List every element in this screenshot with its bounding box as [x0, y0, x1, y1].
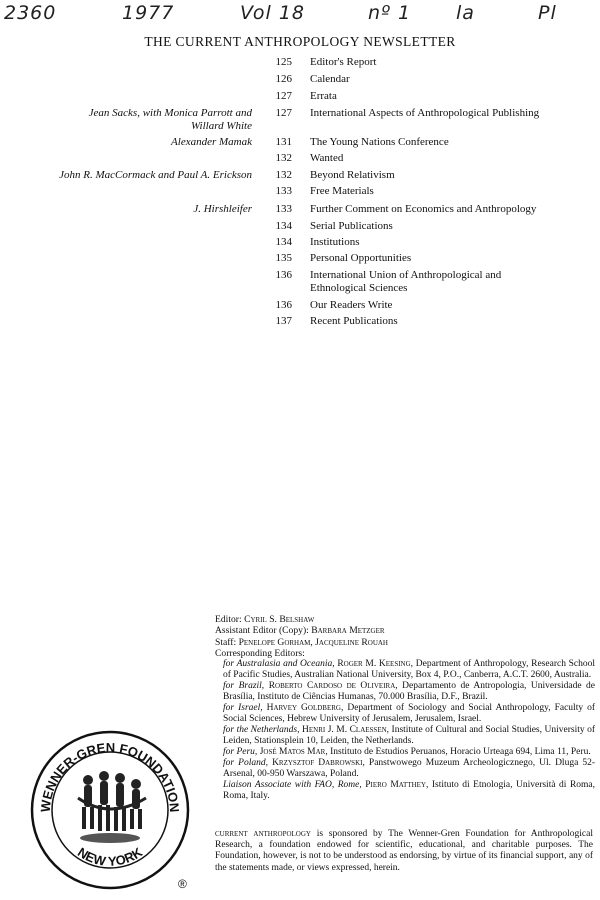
- staff-names: Penelope Gorham, Jacqueline Rouah: [238, 636, 388, 648]
- contents-item: Personal Opportunities: [310, 252, 412, 264]
- assistant-editor-line: [215, 625, 595, 636]
- handwritten-volume: Vol 18: [240, 2, 306, 24]
- region: for Israel,: [223, 703, 263, 714]
- contents-item: Further Comment on Economics and Anthropology: [310, 203, 537, 215]
- corresponding-editor-entry: [223, 758, 595, 780]
- contents-item: International Aspects of Anthropological Publishing: [310, 107, 540, 119]
- handwritten-pl: Pl: [538, 2, 557, 24]
- region: for Brazil,: [223, 681, 265, 692]
- contents-item: Free Materials: [310, 185, 374, 197]
- handwritten-la: la: [456, 2, 475, 24]
- page-number: 127: [275, 107, 292, 119]
- assistant-editor-name: Barbara Metzger: [311, 625, 385, 637]
- editor-name: Henri J. M. Claessen,: [302, 725, 390, 736]
- page-number: 135: [275, 252, 292, 264]
- staff-line: [215, 637, 595, 648]
- logo-top-text: WENNER-GREN FOUNDATION: [37, 739, 183, 813]
- editor-name: Roger M. Keesing,: [337, 659, 414, 670]
- address: Instituto de Estudios Peruanos, Horacio Urteaga 694, Lima 11, Peru.: [330, 747, 591, 758]
- contents-author: Jean Sacks, with Monica Parrott and: [88, 107, 252, 119]
- editor-name: Krzysztof Dabrowski,: [272, 758, 365, 769]
- address: Department of Sociology and Social Anthropology, Faculty of Social Sciences, Hebrew University of Jerusalem, Jerusalem, Israel.: [223, 703, 596, 725]
- page-number: 136: [275, 299, 292, 311]
- editor-name: Roberto Cardoso de Oliveira,: [268, 681, 398, 692]
- handwritten-number: nº 1: [368, 2, 412, 24]
- contents-item: Errata: [310, 90, 337, 102]
- editor-name: Cyril S. Belshaw: [244, 614, 315, 625]
- logo-bottom-text: NEW YORK: [75, 844, 145, 869]
- contents-item: Calendar: [310, 73, 350, 85]
- page-number: 134: [275, 220, 292, 232]
- corresponding-editor-entry: [223, 659, 595, 681]
- contents-item: Institutions: [310, 236, 360, 248]
- page-title: THE CURRENT ANTHROPOLOGY NEWSLETTER: [144, 34, 456, 49]
- contents-item: Beyond Relativism: [310, 169, 395, 181]
- corresponding-editor-entry: [223, 780, 595, 802]
- corresponding-editor-entry: [223, 703, 595, 725]
- address: Departamento de Antropologia, Universidade de Brasília, Instituto de Ciências Humanas, 70.000 Brasília, D.F., Brazil.: [223, 681, 596, 703]
- sponsor-lead: current anthropology: [215, 829, 311, 839]
- wenner-gren-foundation-logo: [28, 728, 193, 893]
- address: Institute of Cultural and Social Studies, University of Leiden, Stationsplein 10, Leiden, the Netherlands.: [223, 725, 596, 747]
- page-number: 126: [275, 73, 292, 85]
- handwritten-year: 1977: [122, 2, 175, 24]
- contents-item: Our Readers Write: [310, 299, 393, 311]
- editor-name: Piero Matthey,: [365, 780, 429, 791]
- contents-author: John R. MacCormack and Paul A. Erickson: [59, 169, 252, 181]
- region: for the Netherlands,: [223, 725, 300, 736]
- page-number: 127: [275, 90, 292, 102]
- address: Istituto di Etnologia, Università di Roma, Roma, Italy.: [223, 780, 596, 802]
- contents-item: Ethnological Sciences: [310, 282, 408, 294]
- page-number: 137: [275, 315, 292, 327]
- region: for Peru,: [223, 747, 258, 758]
- page-number: 125: [275, 56, 292, 68]
- contents-author: Alexander Mamak: [171, 136, 252, 148]
- registered-mark: ®: [178, 877, 187, 891]
- region: Liaison Associate with FAO, Rome,: [223, 780, 362, 791]
- contents-item: The Young Nations Conference: [310, 136, 449, 148]
- handwritten-ref: 2360: [4, 2, 57, 24]
- page-number: 132: [275, 152, 292, 164]
- assistant-editor-label: Assistant Editor (Copy):: [215, 625, 309, 637]
- page-number: 133: [275, 185, 292, 197]
- sponsor-statement: [215, 829, 593, 874]
- sponsor-text: is sponsored by The Wenner-Gren Foundation for Anthropological Research, a foundation endowed for scientific, educational, and charitable purposes. The Foundation, however, is not to be understood as endorsing, by virtue of its financial support, any of the statements made, or views expressed, herein.: [215, 829, 593, 873]
- dancing-figures-icon: [78, 771, 146, 843]
- editor-name: Harvey Goldberg,: [266, 703, 344, 714]
- corresponding-editors-list: [223, 659, 595, 802]
- page-number: 136: [275, 269, 292, 281]
- contents-author: J. Hirshleifer: [193, 203, 252, 215]
- page-number: 134: [275, 236, 292, 248]
- address: Panstwowego Muzeum Archeologicznego, Ul. Dluga 52-Arsenal, 00-950 Warszawa, Poland.: [223, 758, 596, 780]
- contents-item: Editor's Report: [310, 56, 377, 68]
- contents-item: Wanted: [310, 152, 344, 164]
- contents-item: International Union of Anthropological and: [310, 269, 502, 281]
- corresponding-editors-label: Corresponding Editors:: [215, 647, 305, 659]
- editor-label: Editor:: [215, 614, 242, 625]
- contents-item: Recent Publications: [310, 315, 398, 327]
- editor-line: [215, 614, 595, 625]
- page-number: 133: [275, 203, 292, 215]
- region: for Poland,: [223, 758, 268, 769]
- corresponding-editor-entry: [223, 725, 595, 747]
- address: Department of Anthropology, Research School of Pacific Studies, Australian National University, Box 4, P.O., Canberra, A.C.T. 2600, Australia.: [223, 659, 596, 681]
- page-number: 131: [275, 136, 292, 148]
- page-number: 132: [275, 169, 292, 181]
- corresponding-editor-entry: [223, 747, 595, 758]
- staff-block: [215, 614, 595, 802]
- staff-label: Staff:: [215, 636, 237, 648]
- region: for Australasia and Oceania,: [223, 659, 335, 670]
- contents-author: Willard White: [190, 120, 252, 132]
- editor-name: José Matos Mar,: [259, 747, 328, 758]
- corresponding-editor-entry: [223, 681, 595, 703]
- contents-item: Serial Publications: [310, 220, 393, 232]
